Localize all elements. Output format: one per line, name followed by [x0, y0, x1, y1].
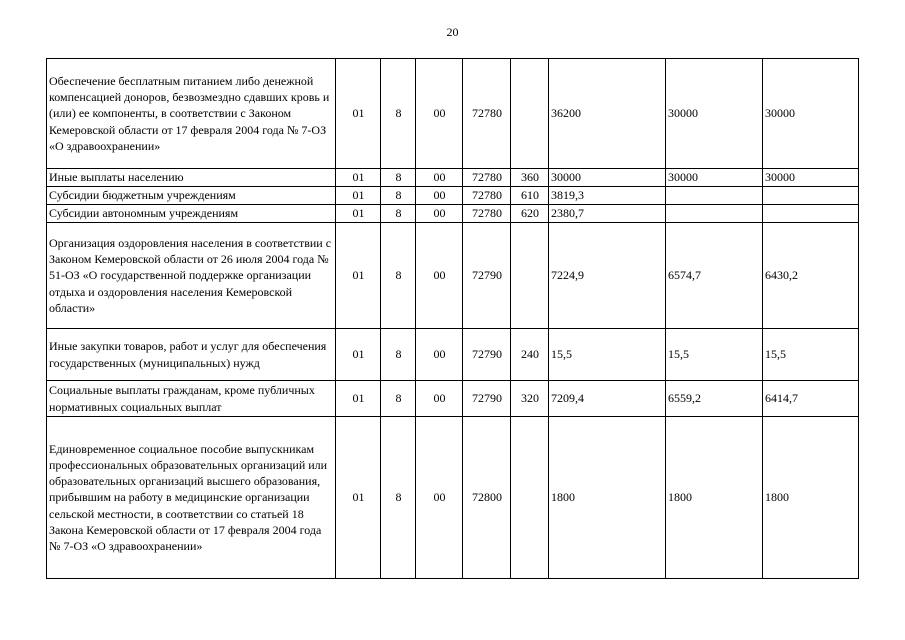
row-name: Организация оздоровления населения в соответствии с Законом Кемеровской области от 26 июля 2004 года № 51-ОЗ «О государственной поддержке организации отдыха и оздоровления населения Кемеровской области»	[47, 223, 336, 329]
amount-year2-cell	[666, 205, 763, 223]
code-cell: 00	[416, 169, 463, 187]
code-cell: 72780	[463, 187, 511, 205]
amount-year2-cell: 15,5	[666, 329, 763, 381]
code-cell: 00	[416, 381, 463, 417]
amount-year3-cell: 15,5	[763, 329, 859, 381]
table-row	[47, 205, 859, 223]
table-row	[47, 187, 859, 205]
code-cell: 8	[381, 381, 416, 417]
amount-year1-cell: 7224,9	[549, 223, 666, 329]
table-row	[47, 169, 859, 187]
page-number: 20	[446, 25, 459, 39]
table-row	[47, 223, 859, 329]
expense-type-cell: 610	[511, 187, 549, 205]
table-row	[47, 381, 859, 417]
code-cell: 01	[336, 329, 381, 381]
code-cell: 01	[336, 417, 381, 579]
amount-year3-cell: 1800	[763, 417, 859, 579]
table-row	[47, 417, 859, 579]
amount-year3-cell: 30000	[763, 169, 859, 187]
expense-type-cell	[511, 417, 549, 579]
code-cell: 72790	[463, 381, 511, 417]
code-cell: 8	[381, 205, 416, 223]
row-name: Единовременное социальное пособие выпускникам профессиональных образовательных организаций или образовательных организаций высшего образования, прибывшим на работу в медицинские организации сельской местности, в соответствии со статьей 18 Закона Кемеровской области от 17 февраля 2004 года № 7-ОЗ «О здравоохранении»	[47, 417, 336, 579]
amount-year1-cell: 1800	[549, 417, 666, 579]
amount-year1-cell: 3819,3	[549, 187, 666, 205]
code-cell: 01	[336, 205, 381, 223]
code-cell: 8	[381, 329, 416, 381]
code-cell: 00	[416, 205, 463, 223]
table-row	[47, 329, 859, 381]
amount-year2-cell: 6559,2	[666, 381, 763, 417]
code-cell: 8	[381, 223, 416, 329]
amount-year3-cell	[763, 205, 859, 223]
amount-year1-cell: 2380,7	[549, 205, 666, 223]
amount-year3-cell	[763, 187, 859, 205]
code-cell: 00	[416, 417, 463, 579]
amount-year1-cell: 7209,4	[549, 381, 666, 417]
code-cell: 72800	[463, 417, 511, 579]
expense-type-cell	[511, 223, 549, 329]
code-cell: 72780	[463, 169, 511, 187]
budget-table	[46, 58, 859, 579]
amount-year2-cell: 1800	[666, 417, 763, 579]
expense-type-cell: 240	[511, 329, 549, 381]
code-cell: 00	[416, 59, 463, 169]
code-cell: 8	[381, 59, 416, 169]
amount-year3-cell: 6430,2	[763, 223, 859, 329]
code-cell: 01	[336, 187, 381, 205]
table-row	[47, 59, 859, 169]
row-name: Иные закупки товаров, работ и услуг для обеспечения государственных (муниципальных) нужд	[47, 329, 336, 381]
code-cell: 72790	[463, 223, 511, 329]
row-name: Субсидии бюджетным учреждениям	[47, 187, 336, 205]
expense-type-cell	[511, 59, 549, 169]
code-cell: 72790	[463, 329, 511, 381]
amount-year3-cell: 30000	[763, 59, 859, 169]
code-cell: 00	[416, 223, 463, 329]
amount-year2-cell: 30000	[666, 169, 763, 187]
code-cell: 72780	[463, 59, 511, 169]
row-name: Обеспечение бесплатным питанием либо денежной компенсацией доноров, безвозмездно сдавших кровь и (или) ее компоненты, в соответствии с Законом Кемеровской области от 17 февраля 2004 года № 7-ОЗ «О здравоохранении»	[47, 59, 336, 169]
row-name: Субсидии автономным учреждениям	[47, 205, 336, 223]
code-cell: 00	[416, 329, 463, 381]
expense-type-cell: 320	[511, 381, 549, 417]
code-cell: 72780	[463, 205, 511, 223]
code-cell: 8	[381, 187, 416, 205]
expense-type-cell: 620	[511, 205, 549, 223]
amount-year2-cell	[666, 187, 763, 205]
code-cell: 01	[336, 169, 381, 187]
amount-year1-cell: 30000	[549, 169, 666, 187]
row-name: Иные выплаты населению	[47, 169, 336, 187]
code-cell: 01	[336, 223, 381, 329]
row-name: Социальные выплаты гражданам, кроме публичных нормативных социальных выплат	[47, 381, 336, 417]
code-cell: 8	[381, 169, 416, 187]
code-cell: 00	[416, 187, 463, 205]
code-cell: 01	[336, 59, 381, 169]
expense-type-cell: 360	[511, 169, 549, 187]
code-cell: 01	[336, 381, 381, 417]
amount-year2-cell: 6574,7	[666, 223, 763, 329]
amount-year1-cell: 15,5	[549, 329, 666, 381]
amount-year1-cell: 36200	[549, 59, 666, 169]
amount-year2-cell: 30000	[666, 59, 763, 169]
amount-year3-cell: 6414,7	[763, 381, 859, 417]
code-cell: 8	[381, 417, 416, 579]
